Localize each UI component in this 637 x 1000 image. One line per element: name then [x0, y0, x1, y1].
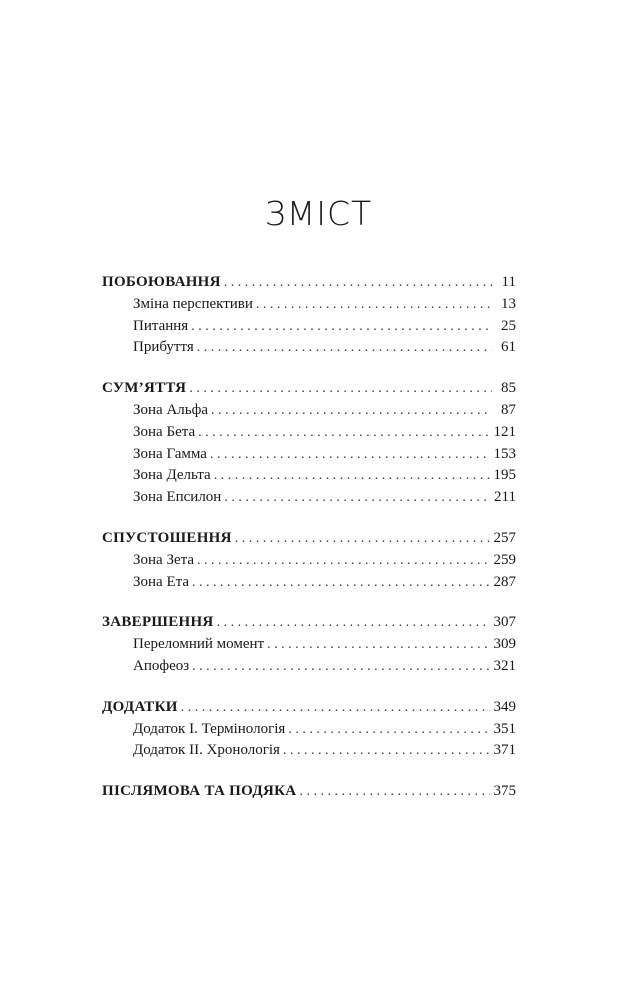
dot-leader [210, 444, 490, 466]
toc-section [102, 781, 516, 803]
toc-subsection-entry[interactable] [102, 719, 516, 741]
toc-entry-page-number: 121 [493, 423, 516, 440]
table-of-contents [102, 272, 516, 822]
toc-subsection-entry[interactable] [102, 634, 516, 656]
toc-entry-label: Апофеоз [133, 657, 190, 674]
toc-entry-label: СУМ’ЯТТЯ [102, 380, 187, 397]
toc-entry-page-number: 153 [493, 445, 516, 462]
dot-leader [256, 294, 492, 316]
dot-leader [267, 634, 489, 656]
toc-entry-page-number: 371 [493, 742, 516, 759]
dot-leader [192, 656, 489, 678]
toc-entry-label: Зона Епсилон [133, 489, 222, 506]
toc-section-entry[interactable] [102, 697, 516, 719]
toc-section [102, 697, 516, 762]
toc-section-entry[interactable] [102, 528, 516, 550]
toc-section [102, 528, 516, 593]
toc-entry-label: Питання [133, 317, 189, 334]
toc-entry-page-number: 85 [501, 380, 516, 397]
toc-entry-page-number: 257 [493, 529, 516, 546]
toc-subsection-entry[interactable] [102, 444, 516, 466]
toc-subsection-entry[interactable] [102, 294, 516, 316]
dot-leader [283, 740, 490, 762]
toc-entry-page-number: 25 [501, 317, 516, 334]
toc-entry-label: Зона Дельта [133, 467, 211, 484]
toc-section-entry[interactable] [102, 378, 516, 400]
dot-leader [198, 422, 489, 444]
toc-entry-label: СПУСТОШЕННЯ [102, 529, 232, 546]
toc-entry-label: Прибуття [133, 339, 194, 356]
toc-entry-page-number: 375 [493, 783, 516, 800]
dot-leader [224, 272, 492, 294]
dot-leader [211, 400, 492, 422]
toc-subsection-entry[interactable] [102, 422, 516, 444]
toc-section [102, 272, 516, 359]
dot-leader [197, 550, 489, 572]
dot-leader [181, 697, 490, 719]
dot-leader [214, 465, 490, 487]
toc-subsection-entry[interactable] [102, 656, 516, 678]
toc-entry-page-number: 351 [493, 720, 516, 737]
toc-section [102, 612, 516, 677]
toc-section-entry[interactable] [102, 781, 516, 803]
page-title: ЗМІСТ [264, 194, 373, 233]
toc-entry-page-number: 349 [493, 698, 516, 715]
toc-entry-label: Додаток ІІ. Хронологія [133, 742, 280, 759]
toc-entry-label: ЗАВЕРШЕННЯ [102, 614, 214, 631]
toc-entry-page-number: 307 [493, 614, 516, 631]
toc-subsection-entry[interactable] [102, 550, 516, 572]
dot-leader [288, 719, 489, 741]
toc-entry-page-number: 259 [493, 551, 516, 568]
toc-subsection-entry[interactable] [102, 400, 516, 422]
toc-entry-label: Зона Гамма [133, 445, 207, 462]
toc-entry-page-number: 87 [501, 401, 516, 418]
toc-entry-label: Зона Альфа [133, 401, 208, 418]
dot-leader [189, 378, 492, 400]
toc-entry-label: Переломний момент [133, 636, 265, 653]
toc-entry-page-number: 287 [493, 573, 516, 590]
toc-subsection-entry[interactable] [102, 337, 516, 359]
toc-entry-label: Зміна перспективи [133, 295, 253, 312]
toc-entry-page-number: 321 [493, 657, 516, 674]
toc-entry-label: Зона Бета [133, 423, 196, 440]
toc-section-entry[interactable] [102, 272, 516, 294]
toc-subsection-entry[interactable] [102, 740, 516, 762]
toc-entry-label: Зона Ета [133, 573, 190, 590]
dot-leader [192, 572, 489, 594]
toc-entry-page-number: 309 [493, 636, 516, 653]
toc-entry-page-number: 195 [493, 467, 516, 484]
toc-section [102, 378, 516, 509]
toc-subsection-entry[interactable] [102, 316, 516, 338]
toc-entry-page-number: 13 [501, 295, 516, 312]
toc-subsection-entry[interactable] [102, 487, 516, 509]
toc-subsection-entry[interactable] [102, 572, 516, 594]
toc-entry-label: ПОБОЮВАННЯ [102, 274, 221, 290]
dot-leader [191, 316, 492, 338]
toc-entry-label: ПІСЛЯМОВА ТА ПОДЯКА [102, 783, 297, 800]
dot-leader [235, 528, 490, 550]
toc-entry-page-number: 11 [501, 274, 516, 290]
toc-subsection-entry[interactable] [102, 465, 516, 487]
dot-leader [217, 612, 490, 634]
toc-entry-label: Додаток І. Термінологія [133, 720, 286, 737]
toc-entry-page-number: 211 [494, 489, 516, 506]
toc-entry-label: Зона Зета [133, 551, 195, 568]
toc-section-entry[interactable] [102, 612, 516, 634]
dot-leader [197, 337, 492, 359]
dot-leader [224, 487, 490, 509]
dot-leader [299, 781, 489, 803]
toc-entry-page-number: 61 [501, 339, 516, 356]
toc-entry-label: ДОДАТКИ [102, 698, 178, 715]
